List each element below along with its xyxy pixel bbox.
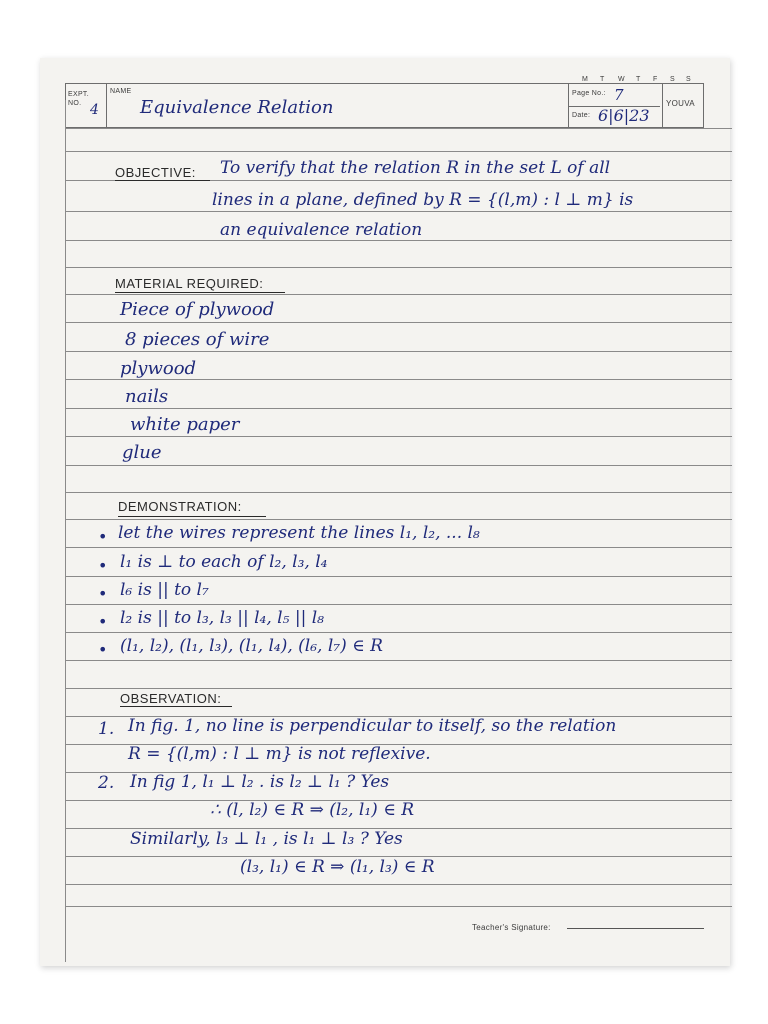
day-sa: S	[670, 76, 675, 83]
page-title: Equivalence Relation	[140, 97, 334, 118]
day-f: F	[653, 76, 658, 83]
bullet-marker: •	[98, 584, 108, 603]
observation-line: Similarly, l₃ ⊥ l₁ , is l₁ ⊥ l₃ ? Yes	[130, 829, 403, 849]
observation-heading: OBSERVATION:	[120, 691, 222, 706]
expt-label: EXPT. NO.	[68, 91, 89, 107]
demonstration-heading: DEMONSTRATION:	[118, 499, 242, 514]
bullet-marker: •	[98, 556, 108, 575]
demo-item: (l₁, l₂), (l₁, l₃), (l₁, l₄), (l₆, l₇) ∈ R	[120, 636, 383, 656]
observation-line: ∴ (l, l₂) ∈ R ⇒ (l₂, l₁) ∈ R	[210, 800, 414, 820]
objective-heading: OBJECTIVE:	[115, 165, 196, 180]
day-t: T	[600, 76, 605, 83]
material-item: plywood	[120, 358, 197, 379]
observation-line: In fig. 1, no line is perpendicular to itself, so the relation	[128, 716, 617, 736]
bullet-marker: •	[98, 527, 108, 546]
objective-line-3: an equivalence relation	[220, 220, 423, 240]
observation-number: 2.	[98, 773, 115, 793]
brand-name: YOUVA	[666, 99, 695, 108]
objective-line-2: lines in a plane, defined by R = {(l,m) : l ⊥ m} is	[212, 190, 634, 210]
day-su: S	[686, 76, 691, 83]
date-label: Date:	[572, 112, 591, 119]
date-value: 6|6|23	[598, 106, 650, 125]
demo-item: l₂ is || to l₃, l₃ || l₄, l₅ || l₈	[120, 608, 324, 628]
page-no-label: Page No.:	[572, 90, 606, 97]
observation-number: 1.	[98, 719, 115, 739]
material-item: white paper	[130, 414, 240, 435]
bullet-marker: •	[98, 640, 108, 659]
demo-item: l₆ is || to l₇	[120, 580, 209, 600]
name-label: NAME	[110, 88, 132, 95]
demo-item: let the wires represent the lines l₁, l₂, ... l₈	[118, 523, 480, 543]
day-m: M	[582, 76, 589, 83]
observation-line: R = {(l,m) : l ⊥ m} is not reflexive.	[128, 744, 431, 764]
observation-line: (l₃, l₁) ∈ R ⇒ (l₁, l₃) ∈ R	[240, 857, 435, 877]
objective-line-1: To verify that the relation R in the set L of all	[220, 158, 611, 178]
page-number: 7	[614, 86, 624, 104]
teacher-signature-label: Teacher's Signature:	[472, 923, 551, 932]
expt-number: 4	[90, 102, 99, 118]
day-w: W	[618, 76, 625, 83]
materials-heading: MATERIAL REQUIRED:	[115, 276, 264, 291]
teacher-signature-line	[567, 928, 704, 929]
material-item: glue	[122, 442, 162, 463]
observation-line: In fig 1, l₁ ⊥ l₂ . is l₂ ⊥ l₁ ? Yes	[130, 772, 390, 792]
material-item: nails	[125, 386, 169, 407]
material-item: 8 pieces of wire	[125, 329, 270, 350]
material-item: Piece of plywood	[120, 299, 275, 320]
demo-item: l₁ is ⊥ to each of l₂, l₃, l₄	[120, 552, 328, 572]
margin-line	[65, 100, 66, 962]
bullet-marker: •	[98, 612, 108, 631]
day-th: T	[636, 76, 641, 83]
